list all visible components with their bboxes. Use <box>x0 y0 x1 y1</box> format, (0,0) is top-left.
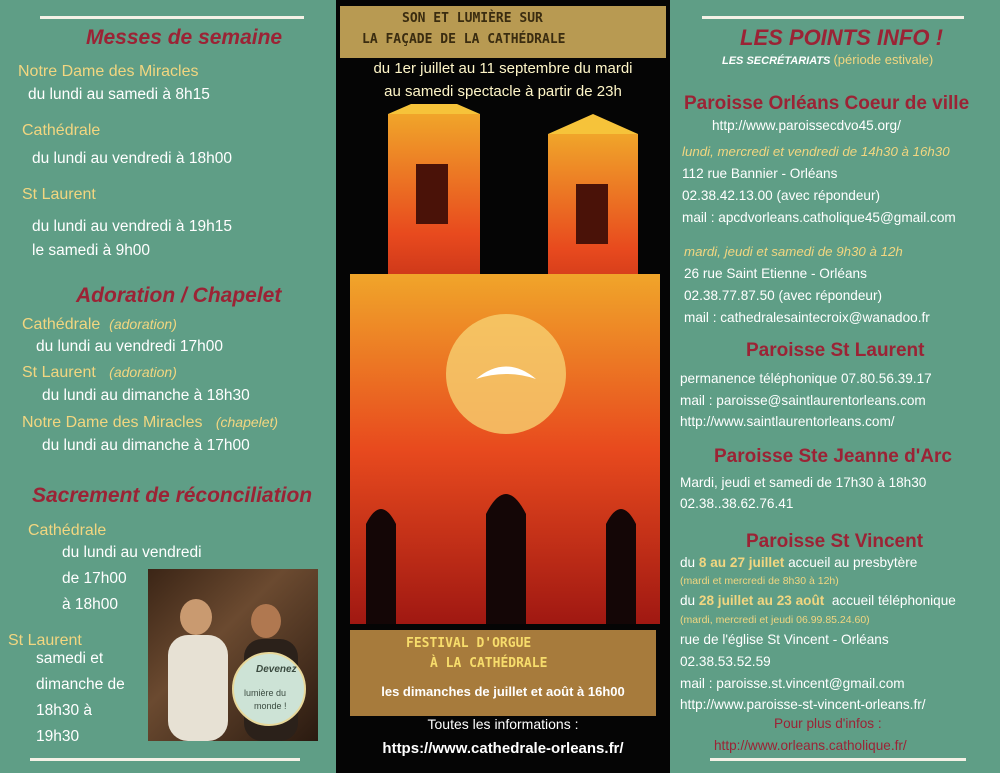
stl-tel: permanence téléphonique 07.80.56.39.17 <box>680 371 932 386</box>
stv-line1: du 8 au 27 juillet accueil au presbytère <box>680 555 918 570</box>
recon-cath-l1: du lundi au vendredi <box>62 544 202 561</box>
cdv-hours2: mardi, jeudi et samedi de 9h30 à 12h <box>684 244 903 259</box>
more-info-label: Pour plus d'infos : <box>774 716 882 731</box>
cdv-tel1: 02.38.42.13.00 (avec répondeur) <box>682 188 881 203</box>
masses-stl-time1: du lundi au vendredi à 19h15 <box>32 218 232 235</box>
stv-addr: rue de l'église St Vincent - Orléans <box>680 632 889 647</box>
masses-ndm-time: du lundi au samedi à 8h15 <box>28 86 210 103</box>
bottom-rule-right <box>710 758 966 761</box>
masses-cath: Cathédrale <box>22 122 101 139</box>
info-url[interactable]: https://www.cathedrale-orleans.fr/ <box>382 740 624 757</box>
masses-heading: Messes de semaine <box>86 26 283 49</box>
adoration-ndm: Notre Dame des Miracles (chapelet) <box>22 414 279 431</box>
sja-tel: 02.38..38.62.76.41 <box>680 496 794 511</box>
cdv-addr2: 26 rue Saint Etienne - Orléans <box>684 266 867 281</box>
recon-cath-l3: à 18h00 <box>62 596 119 613</box>
devenez-lumiere-badge: Devenez lumière du monde ! <box>232 652 306 726</box>
cdv-hours1: lundi, mercredi et vendredi de 14h30 à 16h30 <box>682 144 950 159</box>
recon-cath-l2: de 17h00 <box>62 570 127 587</box>
cdv-mail2[interactable]: mail : cathedralesaintecroix@wanadoo.fr <box>684 310 930 325</box>
cdv-title: Paroisse Orléans Coeur de ville <box>684 93 970 114</box>
recon-stl-l2: dimanche de <box>36 676 125 693</box>
stv-line2: du 28 juillet au 23 août accueil téléphonique <box>680 593 956 608</box>
bottom-rule <box>30 758 300 761</box>
adoration-heading: Adoration / Chapelet <box>76 284 282 307</box>
adoration-ndm-time: du lundi au dimanche à 17h00 <box>42 437 250 454</box>
info-label: Toutes les informations : <box>427 716 579 732</box>
sja-hours: Mardi, jeudi et samedi de 17h30 à 18h30 <box>680 475 927 490</box>
stv-line1-small: (mardi et mercredi de 8h30 à 12h) <box>680 575 839 587</box>
dates-line2: au samedi spectacle à partir de 23h <box>384 83 622 100</box>
masses-ndm: Notre Dame des Miracles <box>18 63 199 80</box>
recon-stl-l4: 19h30 <box>36 728 80 745</box>
secretariats-label: LES SECRÉTARIATS (période estivale) <box>722 52 934 67</box>
right-panel <box>670 0 1000 773</box>
festival-banner: FESTIVAL D'ORGUE À LA CATHÉDRALE les dimanches de juillet et août à 16h00 <box>350 630 656 716</box>
stl-url[interactable]: http://www.saintlaurentorleans.com/ <box>680 414 895 429</box>
masses-stl-time2: le samedi à 9h00 <box>32 242 151 259</box>
sja-title: Paroisse Ste Jeanne d'Arc <box>714 446 952 467</box>
masses-stl: St Laurent <box>22 186 96 203</box>
cathedral-illustration <box>336 104 670 624</box>
reconciliation-heading: Sacrement de réconciliation <box>32 484 313 507</box>
left-panel <box>0 0 336 773</box>
top-rule-right <box>702 16 964 19</box>
stv-url[interactable]: http://www.paroisse-st-vincent-orleans.fr/ <box>680 697 926 712</box>
stv-tel: 02.38.53.52.59 <box>680 654 771 669</box>
recon-stl: St Laurent <box>8 632 82 649</box>
top-rule <box>40 16 304 19</box>
stv-title: Paroisse St Vincent <box>746 531 924 552</box>
adoration-stl-time: du lundi au dimanche à 18h30 <box>42 387 250 404</box>
cdv-url[interactable]: http://www.paroissecdvo45.org/ <box>712 118 901 133</box>
adoration-stl: St Laurent (adoration) <box>22 364 177 381</box>
adoration-cath: Cathédrale (adoration) <box>22 316 177 333</box>
stl-title: Paroisse St Laurent <box>746 340 925 361</box>
recon-stl-l1: samedi et <box>36 650 104 667</box>
cdv-tel2: 02.38.77.87.50 (avec répondeur) <box>684 288 883 303</box>
stl-mail[interactable]: mail : paroisse@saintlaurentorleans.com <box>680 393 926 408</box>
recon-stl-l3: 18h30 à <box>36 702 93 719</box>
middle-panel <box>336 0 670 773</box>
recon-cath: Cathédrale <box>28 522 107 539</box>
stv-line2-small: (mardi, mercredi et jeudi 06.99.85.24.60) <box>680 614 870 626</box>
stv-mail[interactable]: mail : paroisse.st.vincent@gmail.com <box>680 676 905 691</box>
cdv-addr1: 112 rue Bannier - Orléans <box>682 166 838 181</box>
son-lumiere-banner: SON ET LUMIÈRE SUR LA FAÇADE DE LA CATHÉDRALE <box>340 6 666 58</box>
more-info-url[interactable]: http://www.orleans.catholique.fr/ <box>714 738 907 753</box>
masses-cath-time: du lundi au vendredi à 18h00 <box>32 150 232 167</box>
dates-line1: du 1er juillet au 11 septembre du mardi <box>373 60 633 77</box>
cdv-mail1[interactable]: mail : apcdvorleans.catholique45@gmail.com <box>682 210 956 225</box>
points-info-heading: LES POINTS INFO ! <box>740 25 943 50</box>
adoration-cath-time: du lundi au vendredi 17h00 <box>36 338 224 355</box>
